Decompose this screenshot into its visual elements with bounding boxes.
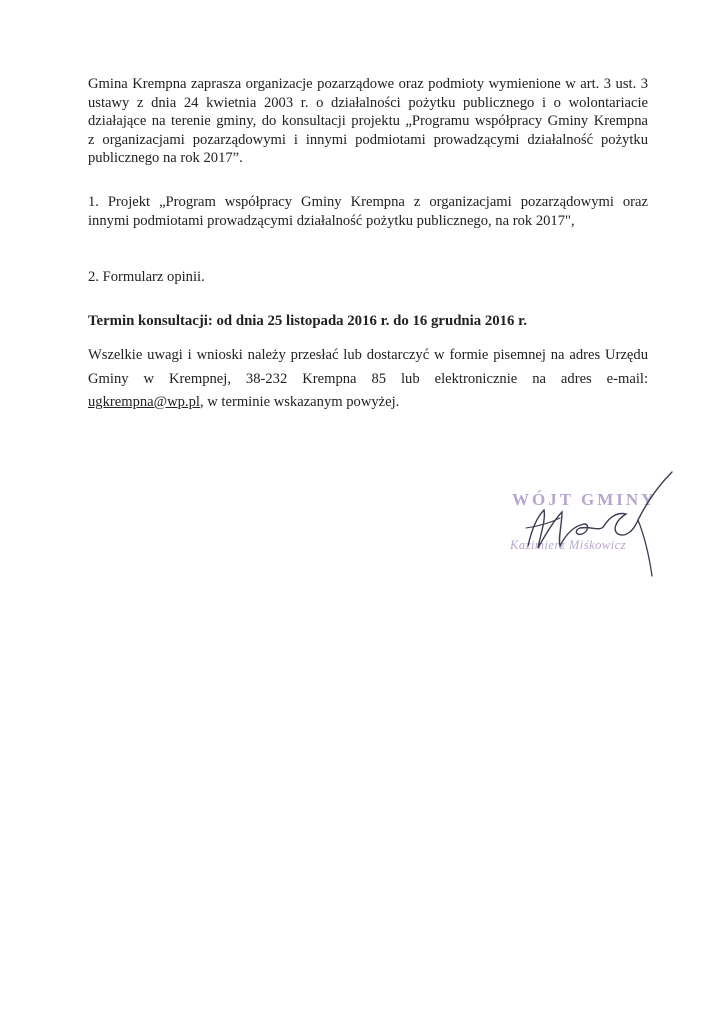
list-item-line: innymi podmiotami prowadzącymi działalność pożytku publicznego, na rok 2017", xyxy=(88,212,575,229)
official-stamp xyxy=(500,468,690,578)
intro-line: Gmina Krempna zaprasza organizacje pozarządowe oraz podmioty wymienione w art. 3 ust. 3 xyxy=(88,76,648,92)
intro-line: ustawy z dnia 24 kwietnia 2003 r. o działalności pożytku publicznego i o wolontariacie xyxy=(88,94,648,111)
stamp-title: WÓJT GMINY xyxy=(512,490,657,509)
list-item-line: 1. Projekt „Program współpracy Gminy Krempna z organizacjami pozarządowymi oraz xyxy=(88,194,648,210)
list-item-1 xyxy=(88,193,648,230)
instructions-line: Wszelkie uwagi i wnioski należy przesłać lub dostarczyć w formie pisemnej na adres Urzędu xyxy=(88,347,648,363)
instructions-line: Gminy w Krempnej, 38-232 Krempna 85 lub elektronicznie na adres e-mail: xyxy=(88,370,648,387)
intro-line: publicznego na rok 2017”. xyxy=(88,150,243,167)
intro-line: działające na terenie gminy, do konsultacji projektu „Programu współpracy Gminy Krempna xyxy=(88,113,648,130)
intro-paragraph xyxy=(88,75,648,168)
consultation-deadline: Termin konsultacji: od dnia 25 listopada 2016 r. do 16 grudnia 2016 r. xyxy=(88,313,528,329)
handwritten-signature xyxy=(500,468,690,578)
instructions-paragraph xyxy=(88,344,648,415)
instructions-line-rest: , w terminie wskazanym powyżej. xyxy=(199,394,400,410)
instructions-line xyxy=(88,391,648,415)
intro-line: z organizacjami pozarządowymi i innymi podmiotami prowadzącymi działalność pożytku xyxy=(88,131,648,148)
email-link[interactable]: ugkrempna@wp.pl xyxy=(88,394,200,410)
stamp-name: Kazimierz Miśkowicz xyxy=(510,538,627,552)
list-item-line: 2. Formularz opinii. xyxy=(88,269,205,285)
list-item-2 xyxy=(88,268,648,287)
